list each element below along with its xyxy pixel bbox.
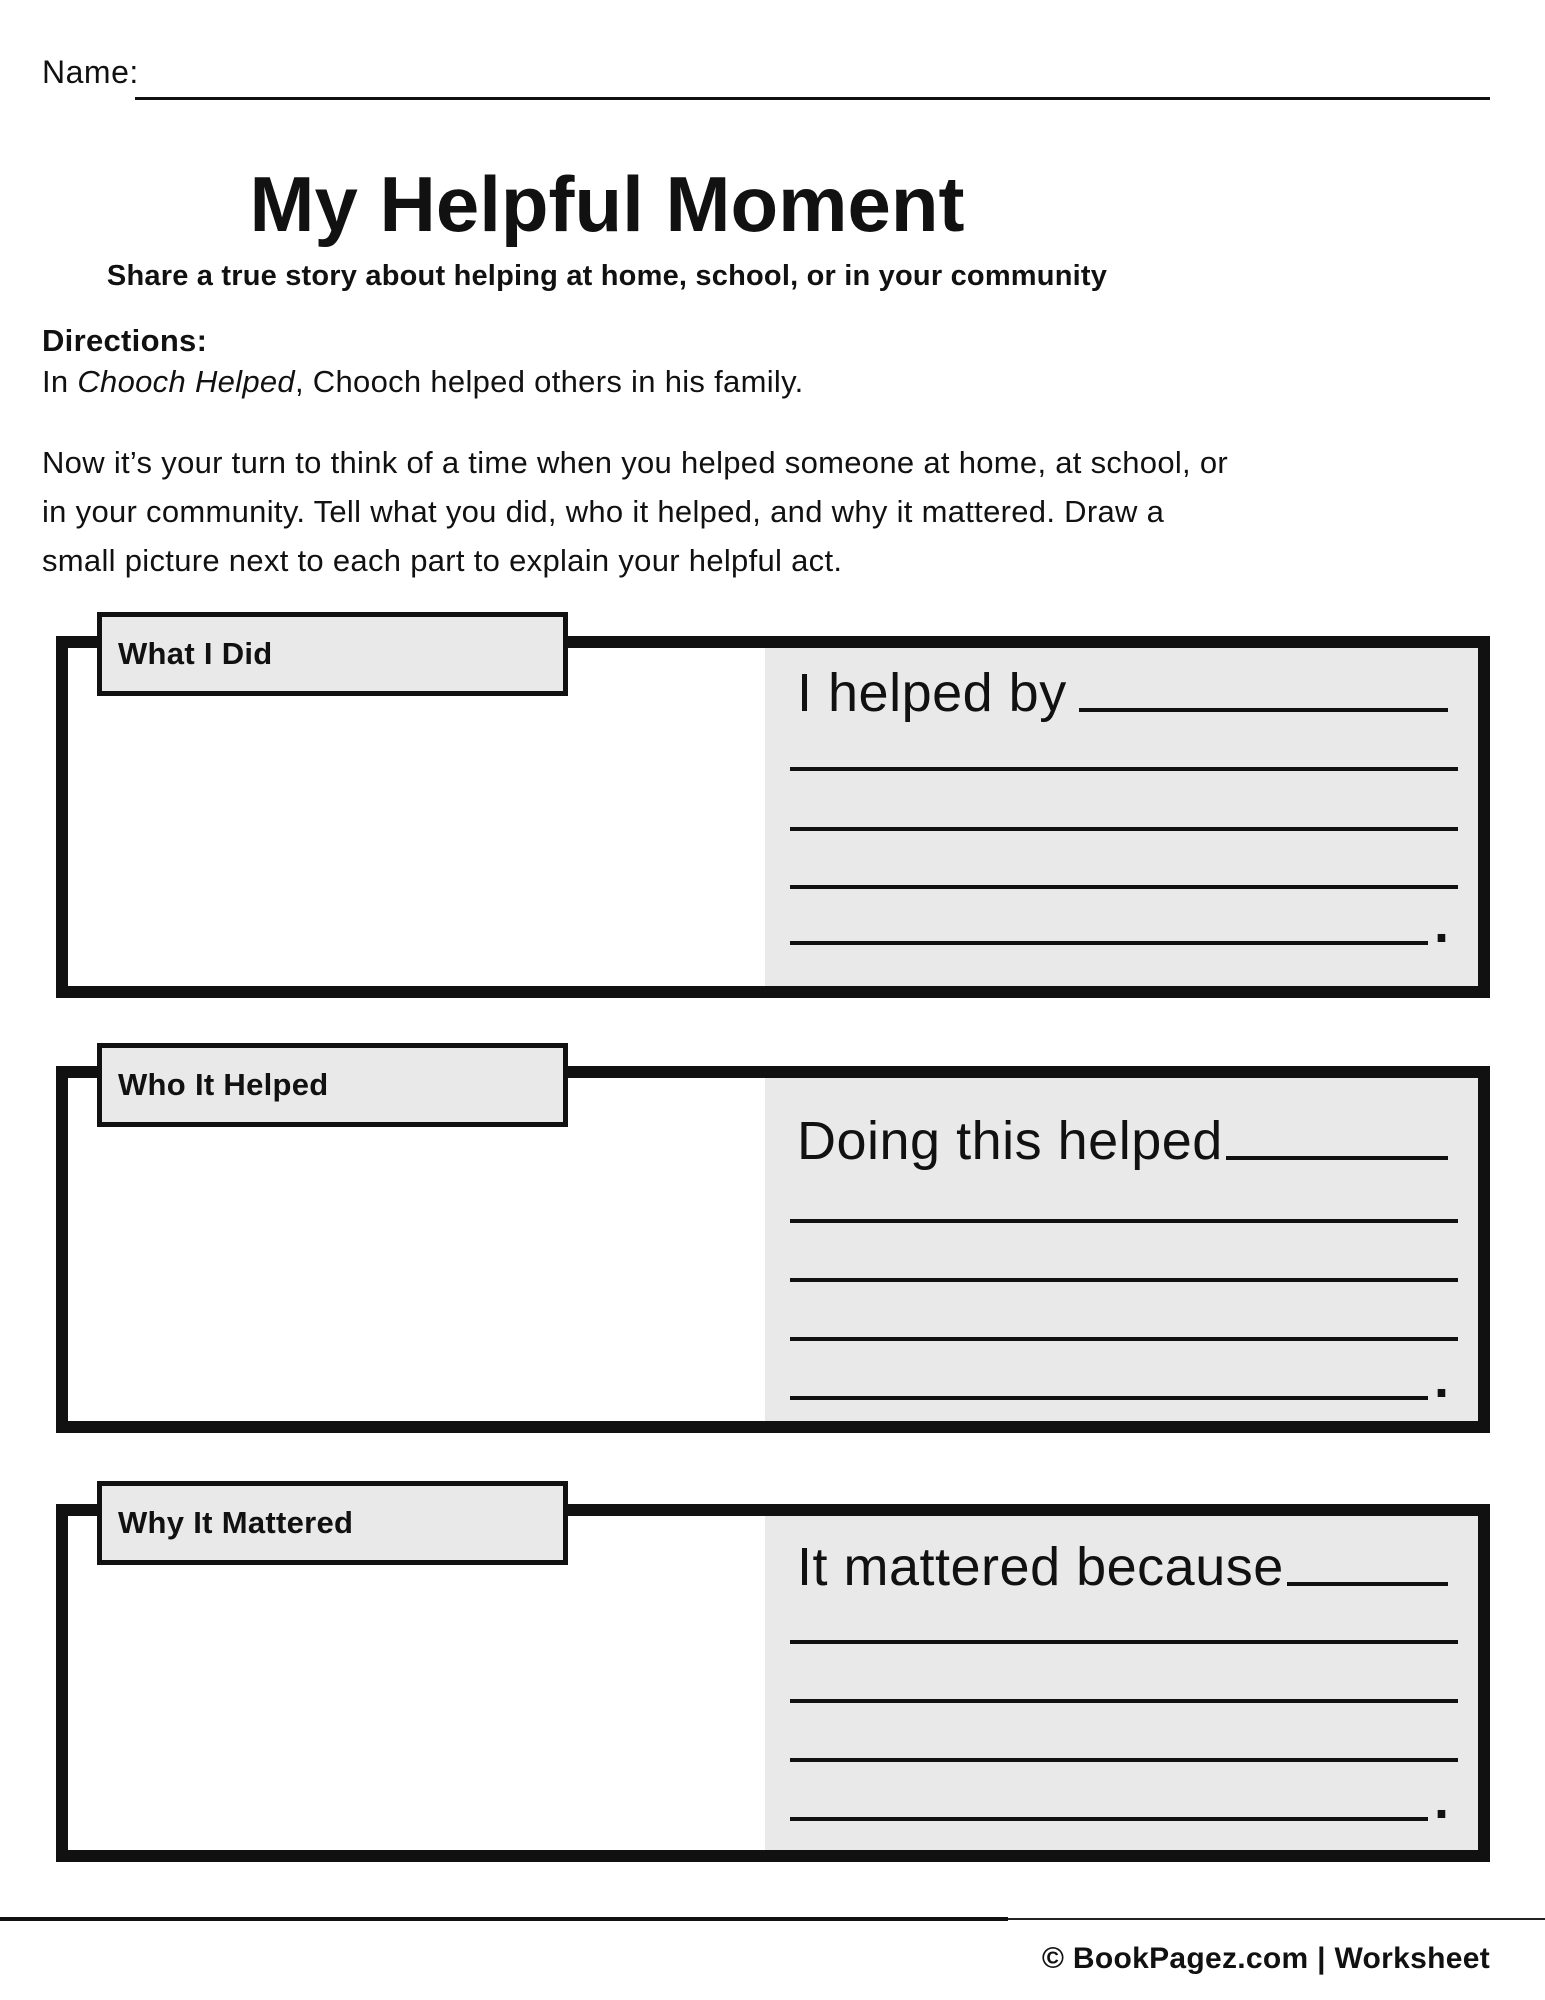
writing-line [790,1758,1458,1762]
blank-line [1226,1112,1448,1160]
sentence-starter [797,1112,1448,1170]
writing-line [790,941,1428,945]
prompt-text: Doing this helped [797,1111,1223,1171]
name-blank-line [135,97,1490,100]
tab-what-i-did [97,612,568,696]
intro-suffix: , Chooch helped others in his family. [294,364,804,399]
writing-line [790,1699,1458,1703]
writing-panel [765,1516,1478,1850]
writing-line [790,1219,1458,1223]
drawing-area [68,648,765,986]
drawing-area [68,1078,765,1421]
blank-line [1287,1538,1448,1586]
tab-label: Who It Helped [118,1067,329,1102]
prompt-text: It mattered because [797,1537,1284,1597]
page-subtitle: Share a true story about helping at home, school, or in your community [106,260,1108,292]
prompt-text: I helped by [797,663,1067,723]
directions-paragraph [42,438,1228,585]
writing-line [790,1817,1428,1821]
book-title: Chooch Helped [77,364,295,399]
intro-sentence [42,364,804,400]
blank-line [1079,664,1448,712]
tab-label: Why It Mattered [118,1505,354,1540]
footer-divider-thin [1008,1918,1545,1920]
drawing-area [68,1516,765,1850]
sentence-period: . [1434,1770,1450,1830]
page-title: My Helpful Moment [249,160,965,248]
name-label: Name: [42,54,139,90]
directions-label: Directions: [42,323,208,358]
sentence-period: . [1434,1349,1450,1409]
sentence-starter [797,1538,1448,1596]
paragraph-line: small picture next to each part to explain your helpful act. [42,543,843,578]
paragraph-line: Now it’s your turn to think of a time when you helped someone at home, at school, or [42,445,1229,480]
intro-prefix: In [42,364,78,399]
tab-label: What I Did [118,636,273,671]
writing-line [790,1337,1458,1341]
writing-line [790,885,1458,889]
heading-block [42,158,1172,294]
writing-panel [765,648,1478,986]
writing-panel [765,1078,1478,1421]
footer-credit: © BookPagez.com | Worksheet [1041,1942,1490,1975]
tab-why-it-mattered [97,1481,568,1565]
sentence-starter [797,664,1448,722]
paragraph-line: in your community. Tell what you did, who it helped, and why it mattered. Draw a [42,494,1165,529]
sentence-period: . [1434,894,1450,954]
footer-divider-thick [0,1917,1008,1921]
writing-line [790,827,1458,831]
writing-line [790,1278,1458,1282]
tab-who-it-helped [97,1043,568,1127]
writing-line [790,1640,1458,1644]
writing-line [790,1396,1428,1400]
writing-line [790,767,1458,771]
